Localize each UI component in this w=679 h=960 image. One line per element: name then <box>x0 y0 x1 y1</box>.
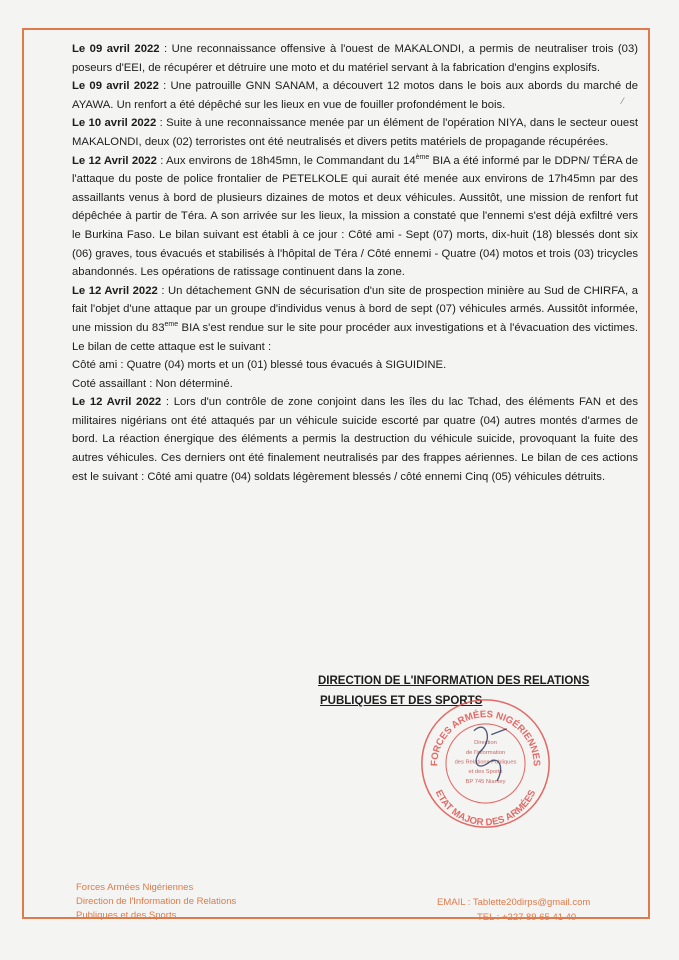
footer-line: Forces Armées Nigériennes <box>76 882 194 893</box>
paragraph-7 <box>72 375 638 394</box>
date-label: Le 09 avril 2022 <box>72 80 159 93</box>
footer-contact <box>437 895 590 925</box>
paragraph-text: : Une patrouille GNN SANAM, a découvert 12 motos dans le bois aux abords du marché de AYAWA. Un renfort a été dépêché sur les lieux en vue de fouiller profondément le bois. <box>72 80 638 111</box>
footer-organization <box>76 881 236 923</box>
ordinal-suffix: eme <box>164 321 179 329</box>
signature-line-1: DIRECTION DE L'INFORMATION DES RELATIONS <box>318 675 590 687</box>
paragraph-1 <box>72 40 638 77</box>
ordinal-suffix: ème <box>415 153 430 161</box>
stamp-center-line: de l'Information <box>465 749 506 756</box>
paragraph-text: BIA s'est rendue sur le site pour procéder aux investigations et à l'évacuation des victimes. Le bilan de cette attaque est le suivant : <box>72 321 638 353</box>
date-label: Le 12 Avril 2022 <box>72 396 162 409</box>
official-stamp <box>418 696 553 831</box>
paragraph-text: : Lors d'un contrôle de zone conjoint dans les îles du lac Tchad, des éléments FAN et des militaires nigérians ont été attaqués par un véhicule suicide escorté par quatre (04) autres montés d'armes de bord. La réaction énergique des éléments a permis la destruction du véhicule suicide, provoquant la fuite des autres véhicules. Ces derniers ont été finalement neutralisés par des frappes aériennes. Le bilan de ces actions est le suivant : Côté ami quatre (04) soldats légèrement blessés / côté ennemi Cinq (05) véhicules détruits. <box>72 396 638 483</box>
footer-tel: TEL : +227 89 65 41 40 <box>477 912 577 923</box>
paragraph-text: : Un détachement GNN de sécurisation d'un site de prospection minière au Sud de CHIRFA, a fait l'objet d'une attaque par un groupe d'individus venus à bord de sept (07) véhicules armés. Aussitôt informée, une mission du 83 <box>72 284 638 334</box>
document-body <box>72 40 638 486</box>
pen-mark: ⁄ <box>622 96 624 106</box>
paragraph-8 <box>72 393 638 486</box>
signature-line-2: PUBLIQUES ET DES SPORTS <box>320 695 483 707</box>
paragraph-text: : Suite à une reconnaissance menée par un élément de l'opération NIYA, dans le secteur ouest MAKALONDI, deux (02) terroristes ont été neutralisés et divers petits matériels de propagande récupérées. <box>72 117 638 148</box>
paragraph-text: : Aux environs de 18h45mn, le Commandant du 14 <box>156 154 416 167</box>
paragraph-text: : Une reconnaissance offensive à l'ouest de MAKALONDI, a permis de neutraliser trois (03) poseurs d'EEI, de récupérer et détruire une moto et du matériel servant à la fabrication d'engins explosifs. <box>72 43 638 74</box>
paragraph-text: Coté assaillant : Non déterminé. <box>72 377 233 390</box>
stamp-center-line: BP 745 Niamey <box>465 778 506 785</box>
paragraph-text: Côté ami : Quatre (04) morts et un (01) blessé tous évacués à SIGUIDINE. <box>72 359 447 372</box>
paragraph-3 <box>72 114 638 151</box>
paragraph-6 <box>72 356 638 375</box>
paragraph-4 <box>72 152 638 282</box>
stamp-center-line: et des Sports <box>468 769 503 776</box>
paragraph-5 <box>72 282 638 356</box>
footer-line: Publiques et des Sports <box>76 910 177 921</box>
date-label: Le 09 avril 2022 <box>72 43 160 55</box>
stamp-center-line: Direction <box>474 740 497 747</box>
footer-line: Direction de l'Information de Relations <box>76 896 237 907</box>
stamp-center-line: des Relations Publiques <box>454 759 517 766</box>
paragraph-2 <box>72 77 638 114</box>
date-label: Le 12 Avril 2022 <box>72 284 158 297</box>
date-label: Le 10 avril 2022 <box>72 117 157 130</box>
stamp-ring-top: FORCES ARMÉES NIGÉRIENNES <box>429 709 542 767</box>
paragraph-text: BIA a été informé par le DDPN/ TÉRA de l'attaque du poste de police frontalier de PETELKOLE qui aurait été menée aux environs de 17h45mn par des assaillants venus à bord de plusieurs dizaines de motos et deux véhicules. Aussitôt, une mission de renfort fut dépêchée à partir de Téra. A son arrivée sur les lieux, la mission a constaté que l'ennemi s'est déjà exfiltré vers le Burkina Faso. Le bilan suivant est établi à ce jour : Côté ami - Sept (07) morts, dix-huit (18) blessés dont six (06) graves, tous évacués et stabilisés à l'hôpital de Téra / Côté ennemi - Quatre (04) motos et trois (03) tricycles abandonnés. Les opérations de ratissage continuent dans la zone. <box>72 154 639 279</box>
date-label: Le 12 Avril 2022 <box>72 154 157 167</box>
stamp-ring-bottom: ETAT MAJOR DES ARMÉES <box>432 788 539 829</box>
footer-email: EMAIL : Tablette20dirps@gmail.com <box>437 897 591 908</box>
